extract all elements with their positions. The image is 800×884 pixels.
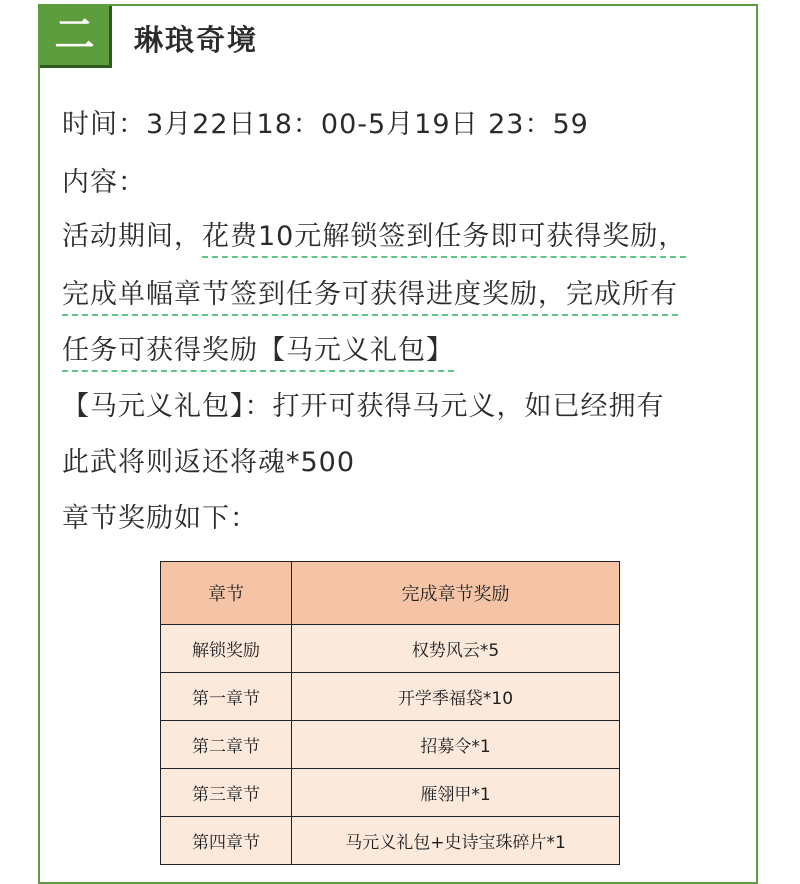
table-header-chapter: 章节 <box>161 562 292 625</box>
chapter-rewards-intro: 章节奖励如下： <box>62 503 258 534</box>
gift-pack-line-2: 此武将则返还将魂*500 <box>62 447 356 478</box>
description-line-1-plain: 活动期间， <box>62 221 202 252</box>
table-row <box>161 673 620 721</box>
section-title: 琳琅奇境 <box>134 23 259 57</box>
table-cell-chapter: 第二章节 <box>161 721 292 769</box>
table-header-row <box>161 562 620 625</box>
table-header-reward: 完成章节奖励 <box>292 562 620 625</box>
table-cell-reward: 权势风云*5 <box>292 625 620 673</box>
section-number-badge: 二 <box>40 6 112 68</box>
table-cell-chapter: 第一章节 <box>161 673 292 721</box>
gift-pack-line-1: 【马元义礼包】：打开可获得马元义，如已经拥有 <box>62 391 665 422</box>
content-label: 内容： <box>62 167 146 198</box>
table-cell-chapter: 解锁奖励 <box>161 625 292 673</box>
description-line-1 <box>62 214 686 253</box>
time-line: 时间：3月22日18：00-5月19日 23：59 <box>62 109 589 140</box>
description-line-1-highlight: 花费10元解锁签到任务即可获得奖励， <box>202 221 686 258</box>
description-line-2: 完成单幅章节签到任务可获得进度奖励，完成所有 <box>62 279 678 316</box>
table-row <box>161 817 620 865</box>
description-line-2-wrap <box>62 272 678 311</box>
table-cell-reward: 雁翎甲*1 <box>292 769 620 817</box>
description-line-3: 任务可获得奖励【马元义礼包】 <box>62 335 454 372</box>
description-line-3-wrap <box>62 328 454 367</box>
table-cell-reward: 招募令*1 <box>292 721 620 769</box>
table-cell-reward: 开学季福袋*10 <box>292 673 620 721</box>
table-row <box>161 769 620 817</box>
table-cell-reward: 马元义礼包+史诗宝珠碎片*1 <box>292 817 620 865</box>
table-cell-chapter: 第三章节 <box>161 769 292 817</box>
table-row <box>161 625 620 673</box>
table-row <box>161 721 620 769</box>
chapter-rewards-table <box>160 561 620 865</box>
table-cell-chapter: 第四章节 <box>161 817 292 865</box>
